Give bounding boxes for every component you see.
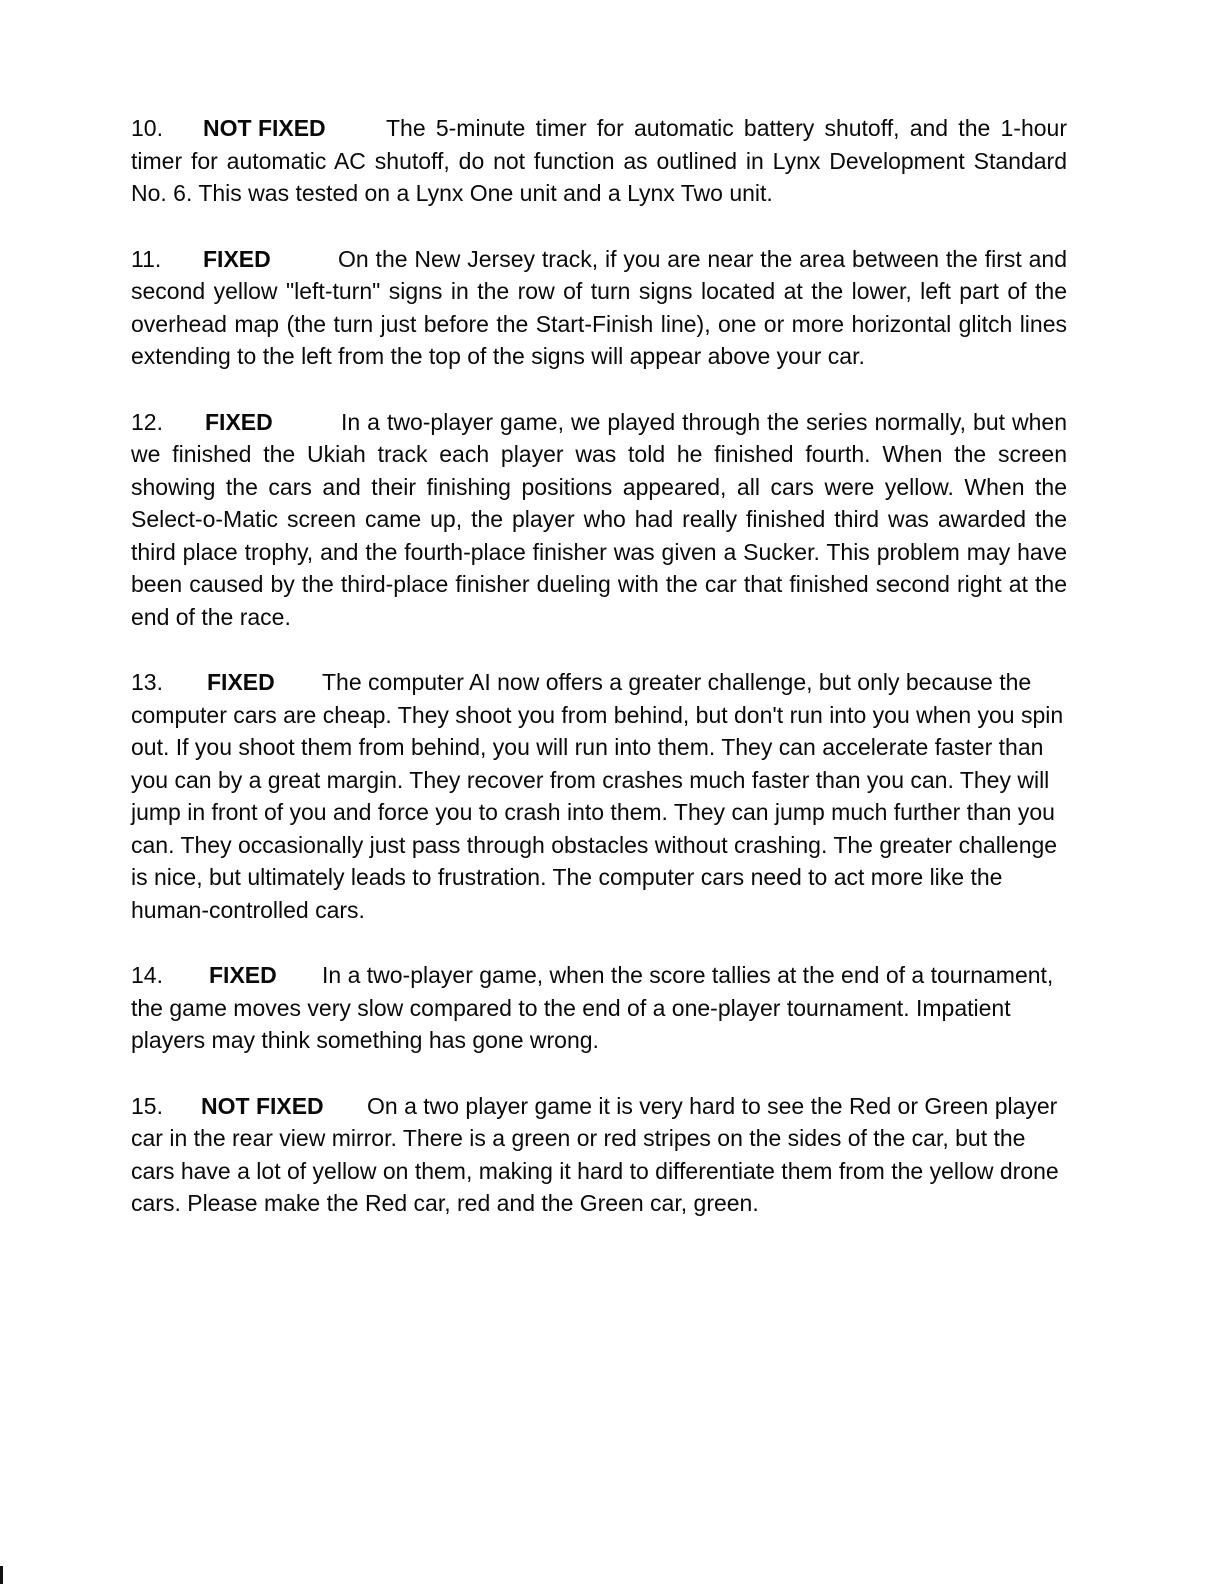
bug-entry-12 bbox=[131, 406, 1067, 634]
entry-number: 15. bbox=[131, 1092, 163, 1119]
entry-number: 13. bbox=[131, 669, 163, 695]
bug-report-list bbox=[131, 112, 1067, 1220]
entry-description: On a two player game it is very hard to see the Red or Green player car in the rear view mirror. There is a green or red stripes on the sides of the car, but the cars have a lot of yellow on them, making it hard to differentiate them from the yellow drone cars. Please make the Red car, red and the Green car, green. bbox=[131, 1092, 1059, 1216]
scan-edge-mark bbox=[0, 1566, 3, 1584]
status-label: FIXED bbox=[209, 962, 277, 988]
entry-number: 10. bbox=[131, 115, 163, 141]
entry-description: In a two-player game, we played through the series normally, but when we finished the Ukiah track each player was told he finished fourth. When the screen showing the cars and their finishing positions appeared, all cars were yellow. When the Select-o-Matic screen came up, the player who had really finished third was awarded the third place trophy, and the fourth-place finisher was given a Sucker. This problem may have been caused by the third-place finisher dueling with the car that finished second right at the end of the race. bbox=[131, 408, 1067, 630]
bug-entry-15 bbox=[131, 1090, 1067, 1220]
bug-entry-10 bbox=[131, 112, 1067, 210]
bug-entry-11 bbox=[131, 243, 1067, 373]
entry-number: 14. bbox=[131, 962, 163, 988]
status-label: FIXED bbox=[207, 669, 275, 695]
status-label: FIXED bbox=[203, 245, 271, 272]
status-label: FIXED bbox=[205, 408, 273, 435]
entry-description: The computer AI now offers a greater challenge, but only because the computer cars are cheap. They shoot you from behind, but don't run into you when you spin out. If you shoot them from behind, you will run into them. They can accelerate faster than you can by a great margin. They recover from crashes much faster than you can. They will jump in front of you and force you to crash into them. They can jump much further than you can. They occasionally just pass through obstacles without crashing. The greater challenge is nice, but ultimately leads to frustration. The computer cars need to act more like the human-controlled cars. bbox=[131, 669, 1064, 923]
entry-description: The 5-minute timer for automatic battery shutoff, and the 1-hour timer for automatic AC shutoff, do not function as outlined in Lynx Development Standard No. 6. This was tested on a Lynx One unit and a Lynx Two unit. bbox=[131, 115, 1067, 206]
entry-number: 12. bbox=[131, 408, 163, 435]
status-label: NOT FIXED bbox=[201, 1092, 324, 1119]
entry-description: In a two-player game, when the score tallies at the end of a tournament, the game moves very slow compared to the end of a one-player tournament. Impatient players may think something has gone wrong. bbox=[131, 962, 1054, 1053]
bug-entry-13 bbox=[131, 666, 1067, 926]
entry-number: 11. bbox=[131, 245, 162, 272]
entry-description: On the New Jersey track, if you are near the area between the first and second yellow "left-turn" signs in the row of turn signs located at the lower, left part of the overhead map (the turn just before the Start-Finish line), one or more horizontal glitch lines extending to the left from the top of the signs will appear above your car. bbox=[131, 245, 1067, 369]
status-label: NOT FIXED bbox=[203, 115, 326, 141]
bug-entry-14 bbox=[131, 959, 1067, 1057]
